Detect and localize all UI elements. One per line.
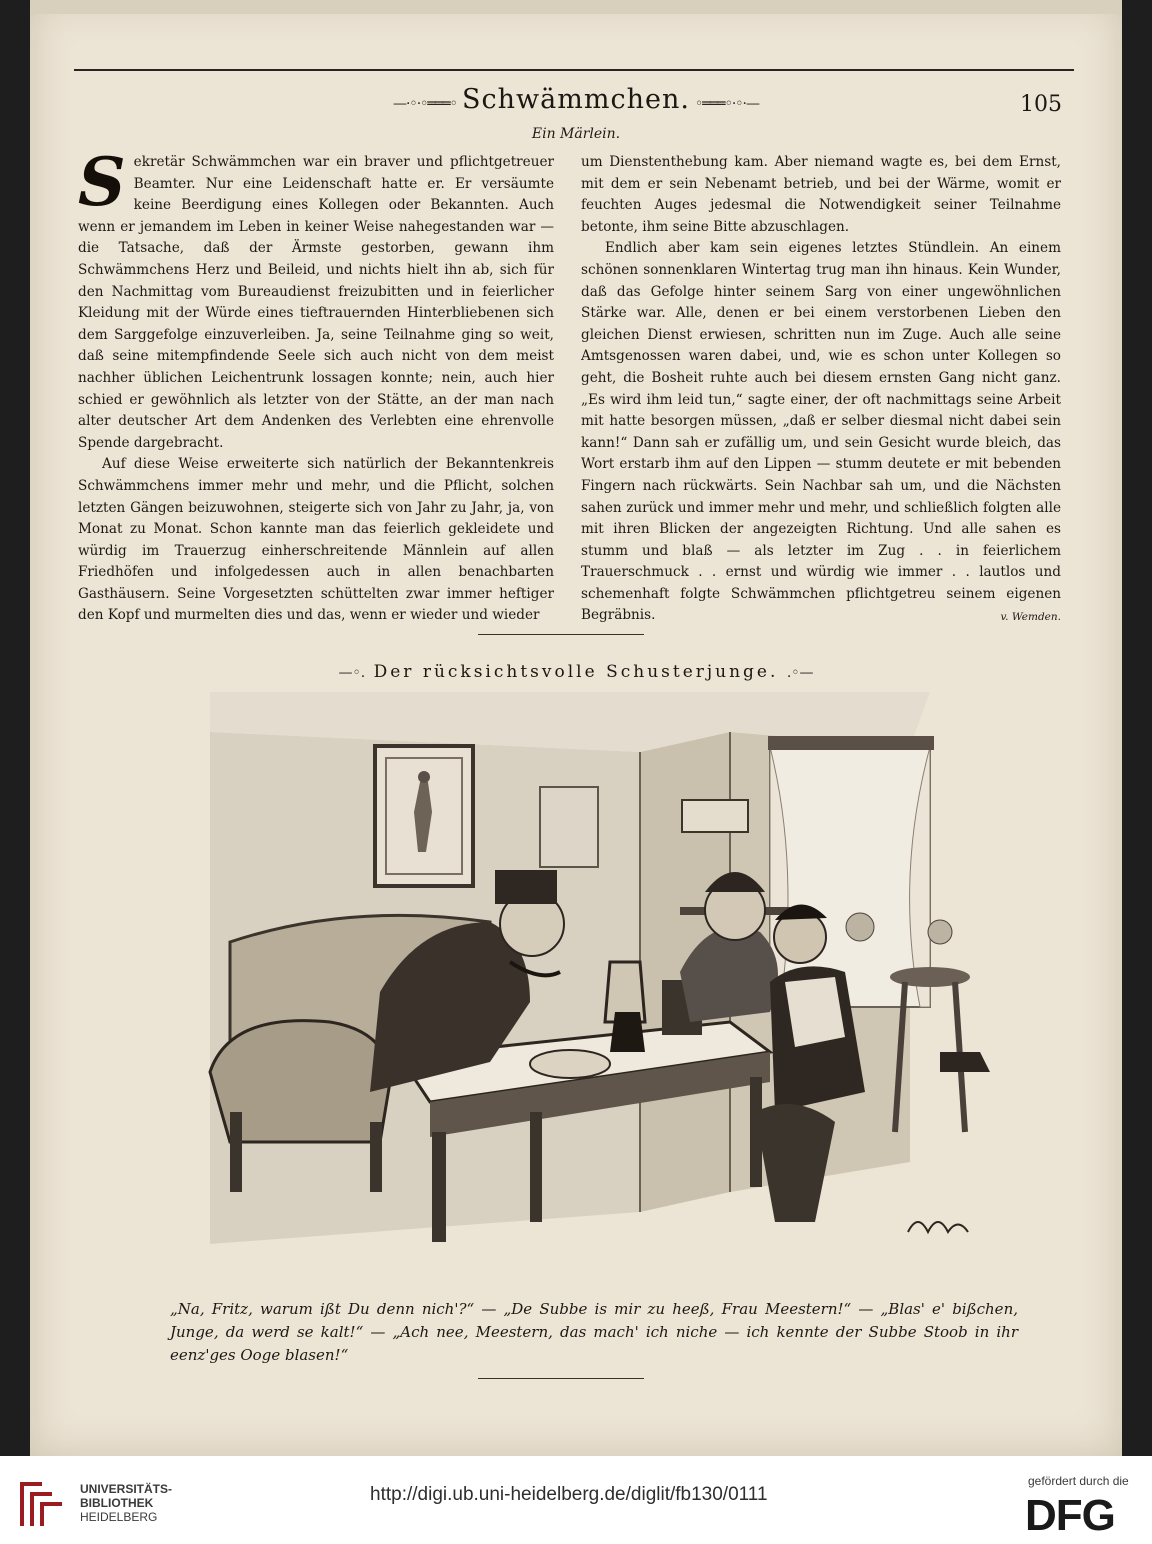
page-top-edge (30, 0, 1122, 14)
library-name (80, 1482, 172, 1524)
scanned-page (30, 0, 1122, 1456)
article-author: v. Wemden. (1000, 611, 1061, 624)
article-title-row (30, 84, 1122, 115)
library-name-line-2: BIBLIOTHEK (80, 1496, 154, 1510)
article-paragraph-2: Auf diese Weise erweiterte sich natürlich der Bekanntenkreis Schwämmchens immer mehr und mehr, und die Pflicht, solchen letzten Gängen beizuwohnen, steigerte sich von Jahr zu Jahr, ja, von Monat zu Monat. Schon kannte man das feierlich gekleidete und würdig im Trauerzug einherschreitende Männlein auf allen Friedhöfen und infolgedessen auch in allen benachbarten Gasthäusern. Seine Vorgesetzten schüttelten zwar immer heftiger den Kopf und murmelten dies und das, wenn er wieder und wieder (78, 456, 554, 624)
dfg-logo: DFG (1025, 1491, 1115, 1540)
title-ornament-left: —·◦·◦═══◦ (392, 96, 457, 112)
footer-bar (0, 1456, 1152, 1544)
heading-ornament-right: .◦— (786, 665, 814, 681)
article-paragraph-3: um Dienstenthebung kam. Aber niemand wagte es, bei dem Ernst, mit dem er sein Nebenamt betrieb, und bei der Wärme, womit er feuchten Auges jedesmal die Notwendigkeit seiner Teilnahme betonte, ihm seine Bitte abzuschlagen. (581, 154, 1061, 235)
article-column-right (581, 152, 1061, 629)
library-name-line-3: HEIDELBERG (80, 1510, 158, 1524)
caption-rule (478, 1378, 644, 1379)
cartoon-heading-row (30, 662, 1122, 682)
window (768, 736, 934, 1007)
article-column-left (78, 143, 554, 627)
article-paragraph-1: ekretär Schwämmchen war ein braver und pflichtgetreuer Beamter. Nur eine Leidenschaft hatte er. Er versäumte keine Beerdigung eines Kollegen oder Bekannten. Auch wenn er jemandem im Leben in keiner Weise nahegestanden war — die Tatsache, daß der Ärmste gestorben, gewann ihm Schwämmchens Herz und Beileid, und nichts hielt ihn ab, sich für den Nachmittag vom Bureaudienst freizubitten und in feierlicher Kleidung mit der Würde eines tieftrauernden Hinterbliebenen sich dem Sarggefolge einzuverleiben. Ja, seine Teilnahme ging so weit, daß seine mitempfindende Seele sich auch nicht von dem meist nachher üblichen Leichentrunk lossagen konnte; nein, auch hier schied er gewöhnlich als letzter von der Stätte, an der man nach alter deutscher Art dem Andenken des Verlebten eine ehrenvolle Spende dargebracht. (78, 154, 554, 451)
article-paragraph-4: Endlich aber kam sein eigenes letztes Stündlein. An einem schönen sonnenklaren Wintertag trug man ihn hinaus. Kein Wunder, daß das Gefolge hinter seinem Sarg von einer ungewöhnlichen Stärke war. Alle, denen er bei einem verstorbenen Lieben den gleichen Dienst erwiesen, schritten nun im Zuge. Auch alle seine Amtsgenossen waren dabei, und, wie es schon unter Kollegen so geht, die Bosheit ruhte auch bei diesem ernsten Gang nicht ganz. „Es wird ihm leid tun,“ sagte einer, der oft nachmittags seine Arbeit mit hatte besorgen müssen, „daß er selber diesmal nicht dabei sein kann!“ Dann sah er zufällig um, und sein Gesicht wurde bleich, das Wort erstarb ihm auf den Lippen — stumm deutete er mit bebenden Fingern nach rückwärts. Sein Nachbar sah um, und die Nächsten sahen zurück und immer mehr und mehr, und schließlich folgten alle mit ihren Blicken der angezeigten Richtung. Und alle sahen es stumm und blaß — als letzter im Zug . . in feierlichem Trauerschmuck . . ernst und würdig wie immer . . lautlos und schemenhaft folgte Schwämmchen pflichtgetreu seinem eigenen Begräbnis. (581, 240, 1061, 624)
framed-picture (375, 746, 473, 886)
article-subtitle: Ein Märlein. (531, 126, 621, 142)
article-title: Schwämmchen. (462, 84, 690, 115)
cartoon-illustration (170, 692, 990, 1244)
section-divider (478, 634, 644, 635)
source-url-link[interactable]: http://digi.ub.uni-heidelberg.de/diglit/fb130/0111 (370, 1484, 768, 1505)
cartoon-heading: Der rücksichtsvolle Schusterjunge. (373, 662, 779, 682)
funder-label: gefördert durch die (1028, 1474, 1129, 1488)
header-rule (74, 69, 1074, 71)
page-number: 105 (1020, 92, 1062, 117)
heading-ornament-left: —◦. (338, 665, 366, 681)
dropcap: S (78, 143, 126, 221)
university-library-logo-icon (12, 1474, 72, 1534)
library-name-line-1: UNIVERSITÄTS- (80, 1482, 173, 1496)
title-ornament-right: ◦═══◦·◦·— (695, 96, 759, 112)
cartoon-caption: „Na, Fritz, warum ißt Du denn nich'?“ — „De Subbe is mir zu heeß, Frau Meestern!“ — „Blas' e' bißchen, Junge, da werd se kalt!“ — „Ach nee, Meestern, das mach' ich niche — ich kennte der Subbe Stoob in ihr eenz'ges Ooge blasen!“ (170, 1300, 1018, 1364)
